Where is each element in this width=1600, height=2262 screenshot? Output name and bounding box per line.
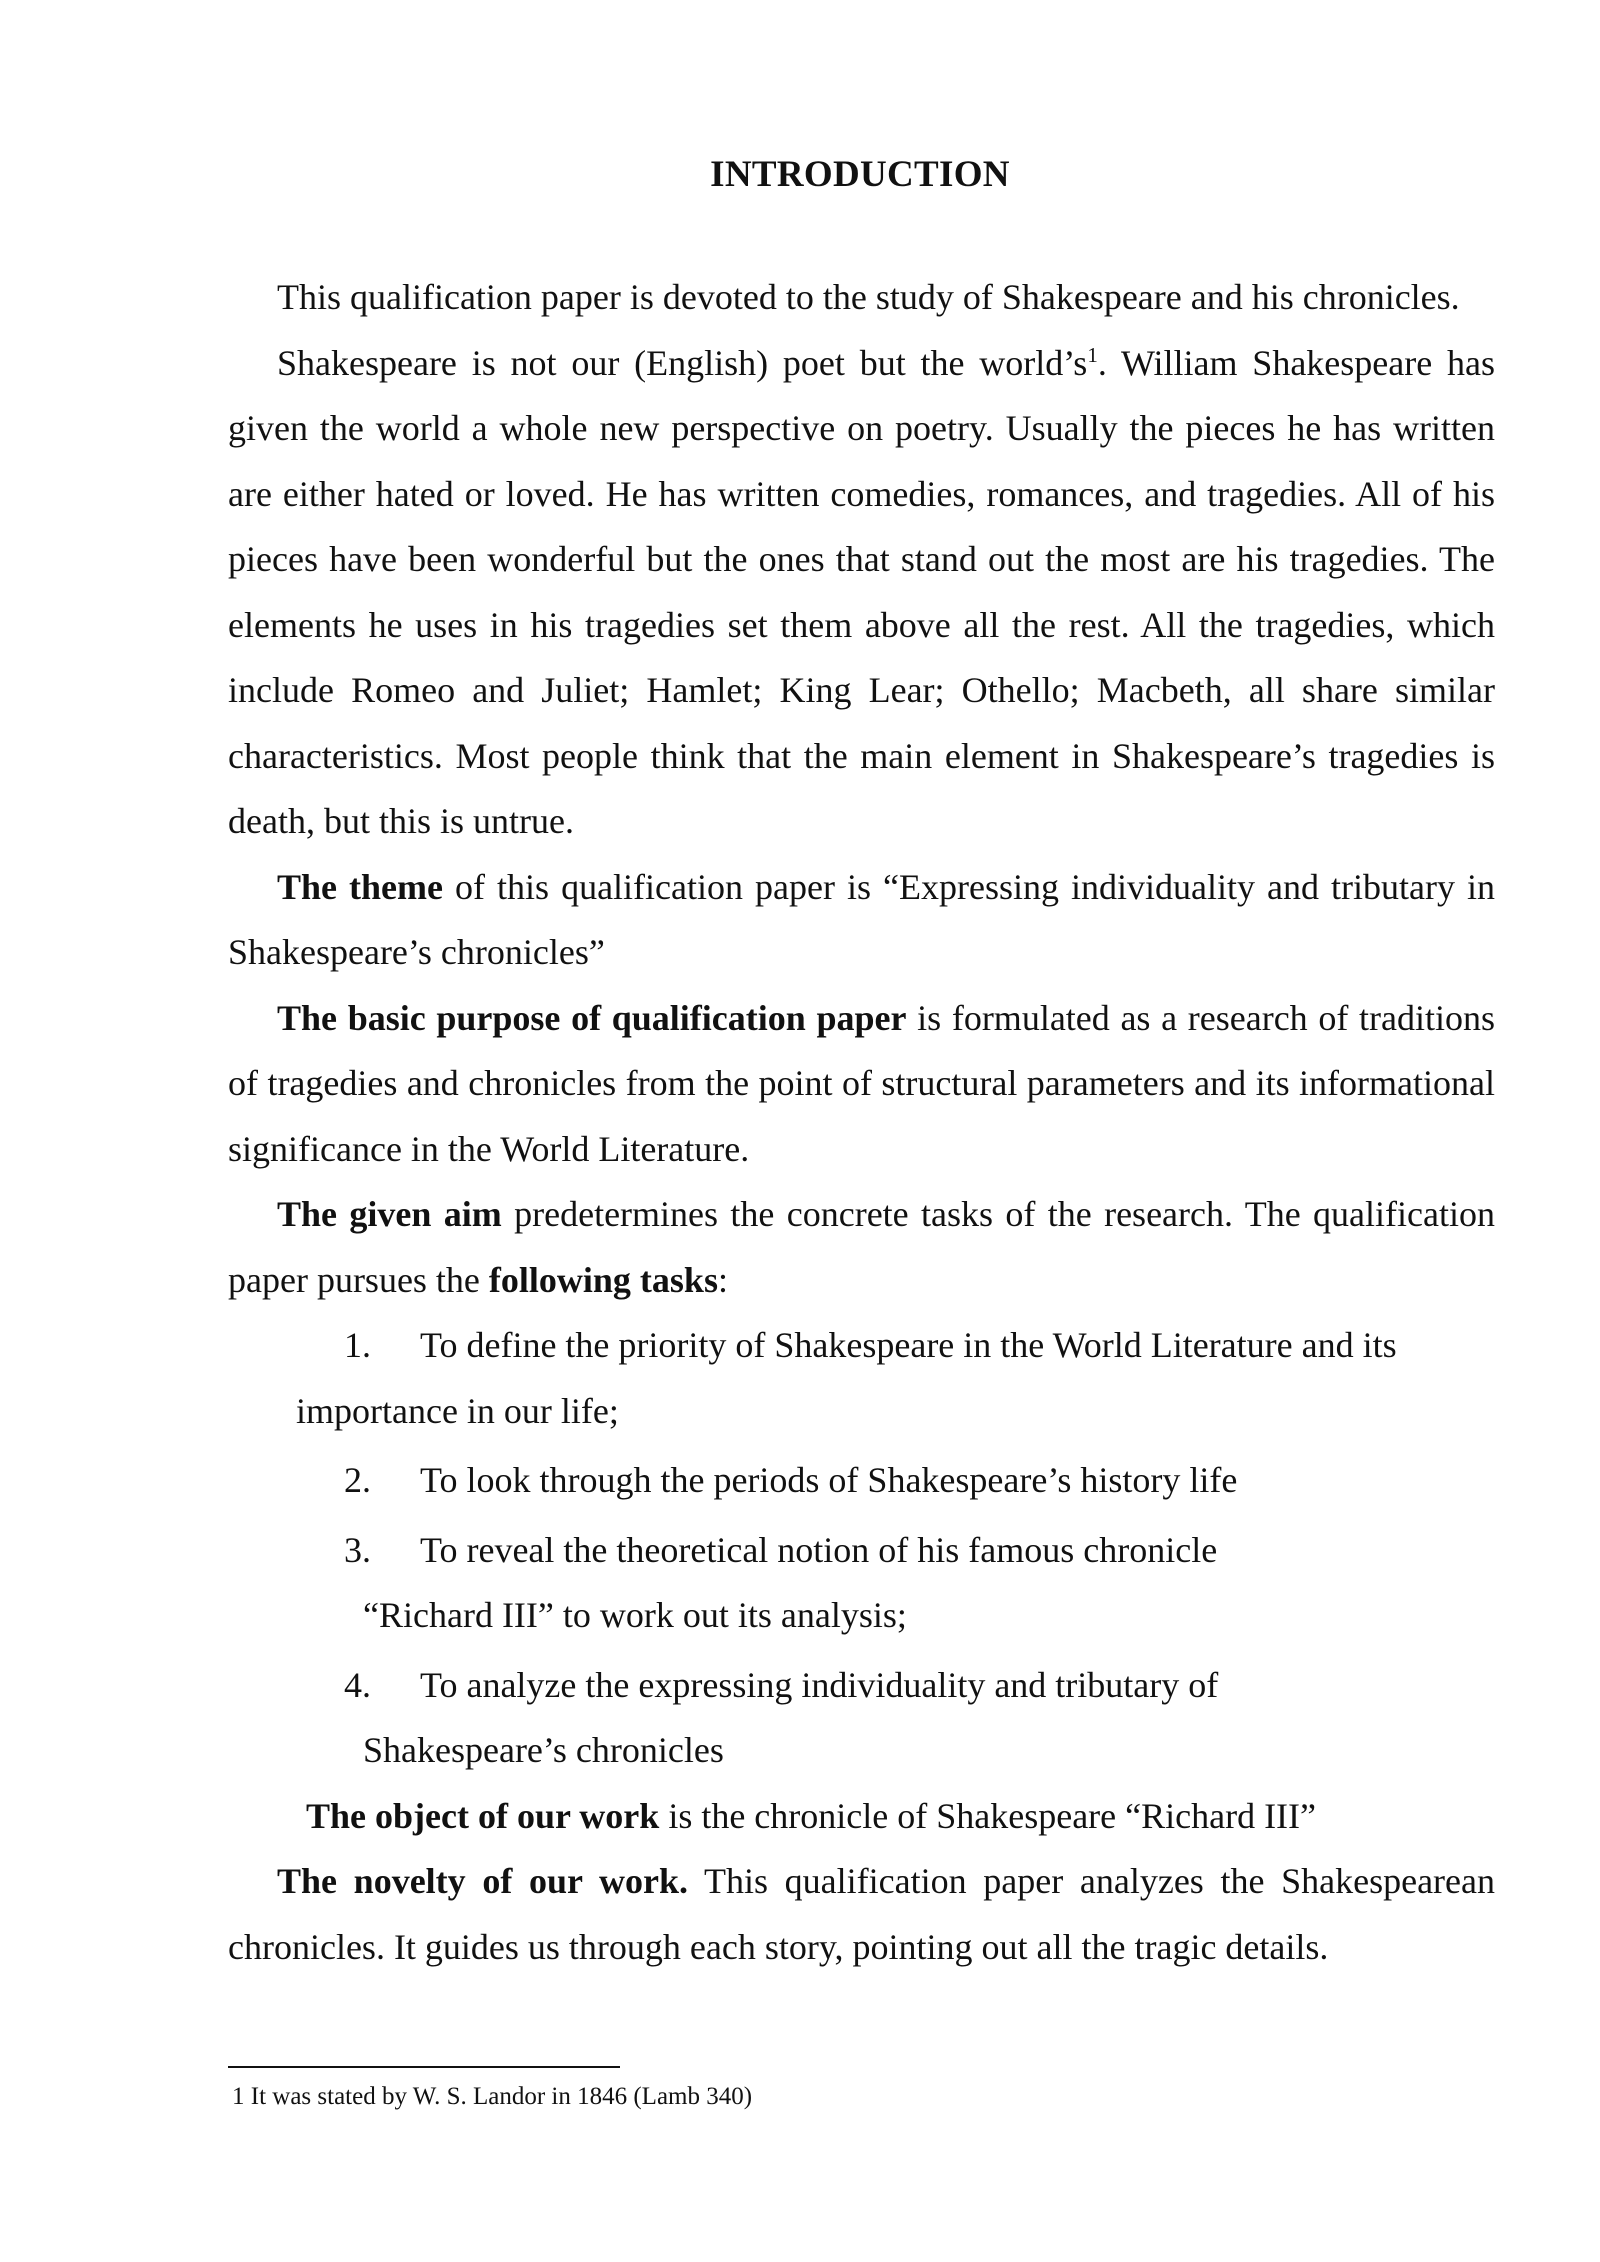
purpose-text: is formulated as a research of traditions of tragedies and chronicles from the point of structural parameters and its informational significance in the World Literature. (228, 997, 1495, 1169)
task-text-continued: “Richard III” to work out its analysis; (363, 1595, 907, 1635)
task-text-continued: Shakespeare’s chronicles (363, 1730, 724, 1770)
paragraph-theme (228, 855, 1495, 986)
novelty-label: The novelty of our work. (277, 1861, 688, 1901)
tasks-label: following tasks (488, 1259, 718, 1300)
task-number: 2. (344, 1460, 371, 1500)
paragraph-shakespeare (228, 331, 1495, 855)
theme-label: The theme (277, 866, 443, 907)
task-text: To reveal the theoretical notion of his famous chronicle (420, 1529, 1218, 1570)
task-number: 3. (344, 1529, 371, 1570)
task-number: 1. (344, 1325, 371, 1365)
task-item-3-continuation (363, 1583, 1495, 1649)
paragraph-shakespeare-text-b: . William Shakespeare has given the world a whole new perspective on poetry. Usually the pieces he has written are either hated or loved. He has written comedies, romances, and tragedies. All of his pieces have been wonderful but the ones that stand out the most are his tragedies. The elements he uses in his tragedies set them above all the rest. All the tragedies, which include Romeo and Juliet; Hamlet; King Lear; Othello; Macbeth, all share similar characteristics. Most people think that the main element in Shakespeare’s tragedies is death, but this is untrue. (228, 342, 1496, 841)
paragraph-aim (228, 1182, 1495, 1313)
task-text: To look through the periods of Shakespeare’s history life (420, 1460, 1238, 1500)
body-text (228, 265, 1495, 1980)
page-title: INTRODUCTION (710, 154, 1010, 195)
paragraph-novelty (228, 1849, 1495, 1980)
purpose-label: The basic purpose of qualification paper (277, 997, 907, 1038)
tasks-list (228, 1313, 1495, 1784)
task-text-continued: importance in our life; (296, 1390, 619, 1431)
task-number: 4. (344, 1664, 371, 1705)
task-item-3 (344, 1518, 1495, 1584)
footnote-ref: 1 (1087, 342, 1098, 367)
theme-text: of this qualification paper is “Expressing individuality and tributary in Shakespeare’s chronicles” (228, 866, 1496, 972)
aim-text-a: predetermines the concrete tasks of the research. The qualification paper pursues the (228, 1194, 1495, 1300)
paragraph-purpose (228, 986, 1495, 1183)
paragraph-intro (228, 265, 1495, 331)
task-item-1 (344, 1313, 1495, 1379)
task-item-1-continuation (296, 1379, 1495, 1445)
paragraph-shakespeare-text-a: Shakespeare is not our (English) poet but the world’s (277, 342, 1088, 383)
object-text: is the chronicle of Shakespeare “Richard III” (659, 1795, 1317, 1836)
footnote: 1 It was stated by W. S. Landor in 1846 (Lamb 340) (232, 2083, 753, 2110)
task-text: To define the priority of Shakespeare in the World Literature and its (420, 1325, 1397, 1365)
footnote-separator (228, 2066, 620, 2068)
paragraph-intro-text: This qualification paper is devoted to the study of Shakespeare and his chronicles. (277, 277, 1460, 317)
task-item-2 (344, 1448, 1495, 1514)
task-item-4 (344, 1653, 1495, 1719)
object-label: The object of our work (306, 1795, 660, 1836)
task-text: To analyze the expressing individuality and tributary of (420, 1664, 1219, 1705)
task-item-4-continuation (363, 1718, 1495, 1784)
paragraph-object (228, 1784, 1495, 1850)
novelty-text: This qualification paper analyzes the Shakespearean chronicles. It guides us through each story, pointing out all the tragic details. (228, 1861, 1496, 1967)
aim-text-b: : (717, 1259, 728, 1300)
aim-label: The given aim (277, 1194, 502, 1234)
